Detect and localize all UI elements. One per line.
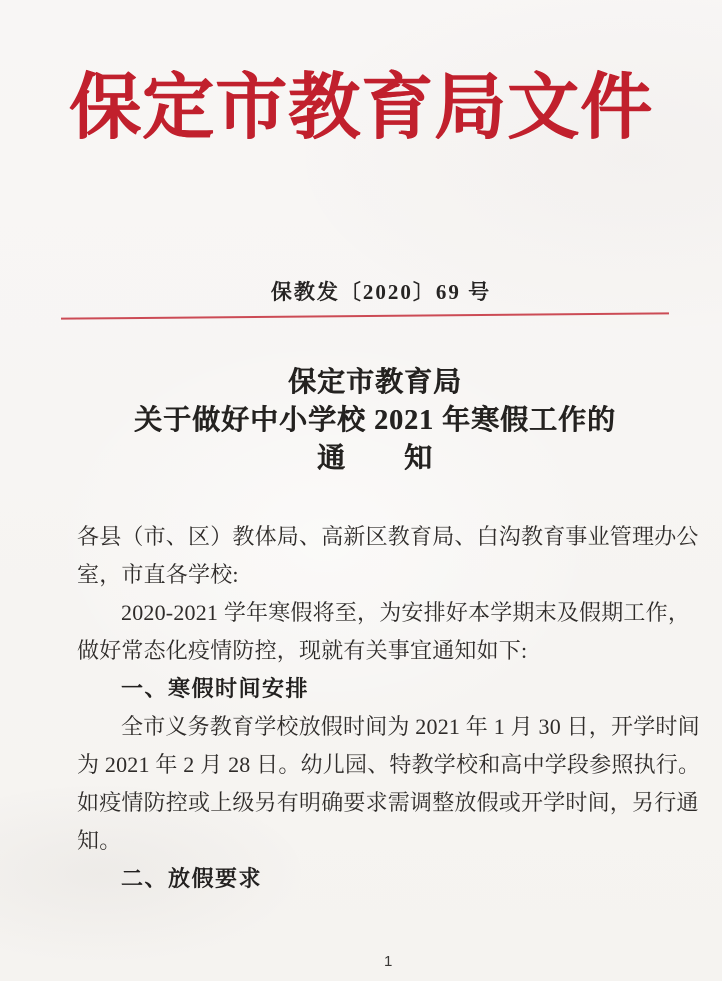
section-heading-1: 一、寒假时间安排 bbox=[121, 676, 310, 701]
agency-banner-title: 保定市教育局文件 bbox=[68, 68, 653, 148]
red-divider-line bbox=[61, 312, 669, 319]
page-number: 1 bbox=[384, 953, 393, 970]
document-reference-number: 保教发〔2020〕69 号 bbox=[270, 280, 492, 304]
section1-text-line-2: 为 2021 年 2 月 28 日。幼儿园、特教学校和高中学段参照执行。 bbox=[77, 752, 701, 777]
section1-text-line-4: 知。 bbox=[77, 828, 122, 853]
document-title-line-2: 关于做好中小学校 2021 年寒假工作的 bbox=[133, 405, 616, 436]
document-title-line-1: 保定市教育局 bbox=[287, 367, 462, 398]
document-body bbox=[77, 518, 703, 898]
section-heading-2: 二、放假要求 bbox=[121, 866, 263, 891]
section1-text-line-1: 全市义务教育学校放假时间为 2021 年 1 月 30 日，开学时间 bbox=[121, 714, 700, 739]
salutation-line-2: 室，市直各学校: bbox=[77, 562, 239, 587]
document-title-line-3: 通 知 bbox=[316, 443, 433, 474]
intro-paragraph-line-1: 2020-2021 学年寒假将至，为安排好本学期末及假期工作， bbox=[121, 600, 691, 625]
section1-text-line-3: 如疫情防控或上级另有明确要求需调整放假或开学时间，另行通 bbox=[77, 790, 699, 815]
intro-paragraph-line-2: 做好常态化疫情防控，现就有关事宜通知如下: bbox=[77, 638, 528, 663]
salutation-line-1: 各县（市、区）教体局、高新区教育局、白沟教育事业管理办公 bbox=[77, 524, 699, 549]
document-title bbox=[14, 364, 722, 478]
